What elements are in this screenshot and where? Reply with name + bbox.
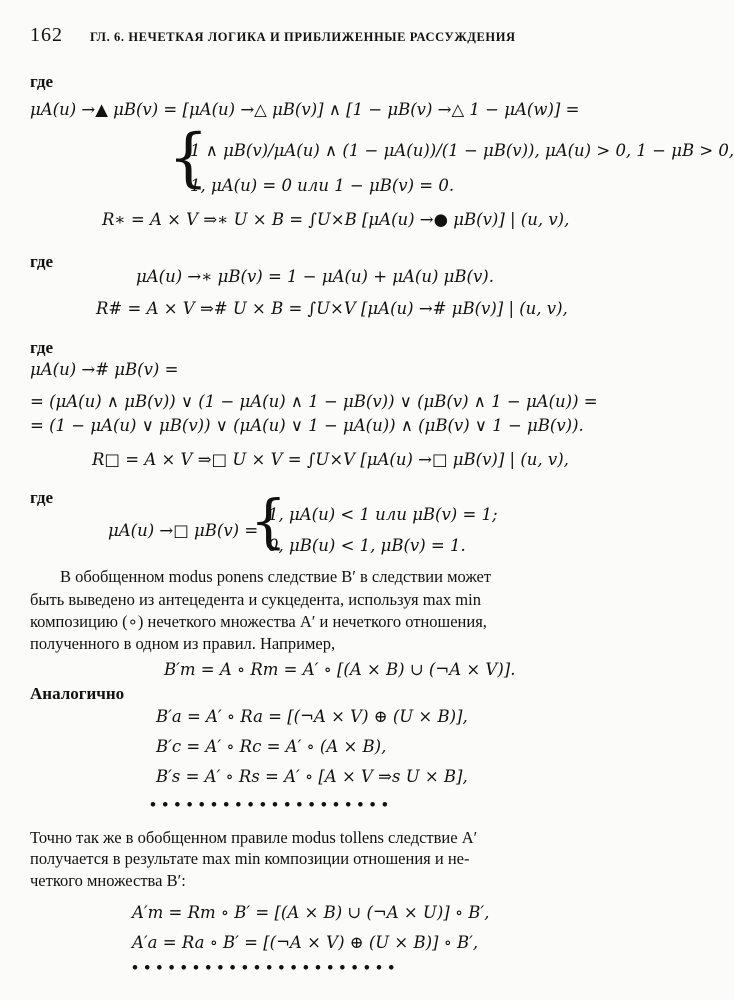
eq-R-star: R∗ = A × V ⇒∗ U × B = ∫U×B [μA(u) →● μB(v)] | (u, v),	[102, 210, 570, 229]
dots-2: • • • • • • • • • • • • • • • • • • • • • •	[132, 958, 396, 977]
eq-Bm: B′m = A ∘ Rm = A′ ∘ [(A × B) ∪ (¬A × V)].	[164, 660, 516, 679]
where-4: где	[30, 488, 54, 507]
eq-Aa: A′a = Ra ∘ B′ = [(¬A × V) ⊕ (U × B)] ∘ B′,	[132, 933, 479, 952]
eq-sharp-def-1: μA(u) →# μB(v) =	[30, 360, 179, 379]
para-1-line-3: композицию (∘) нечеткого множества A′ и нечеткого отношения,	[30, 612, 487, 631]
eq-R-sharp: R# = A × V ⇒# U × B = ∫U×V [μA(u) →# μB(v)] | (u, v),	[96, 299, 568, 318]
para-2-line-3: четкого множества B′:	[30, 871, 186, 890]
para-2-line-2: получается в результате max min композиции отношения и не-	[30, 849, 470, 868]
running-title: ГЛ. 6. НЕЧЕТКАЯ ЛОГИКА И ПРИБЛИЖЕННЫЕ РАССУЖДЕНИЯ	[90, 30, 516, 44]
brace-triangle: {	[168, 121, 209, 195]
eq-Bs: B′s = A′ ∘ Rs = A′ ∘ [A × V ⇒s U × B],	[156, 767, 468, 786]
para-2-line-1: Точно так же в обобщенном правиле modus tollens следствие A′	[30, 828, 478, 847]
para-1-line-4: полученного в одном из правил. Например,	[30, 634, 336, 653]
dots-1: • • • • • • • • • • • • • • • • • • • •	[150, 795, 389, 814]
page-number: 162	[30, 24, 63, 46]
where-2: где	[30, 252, 54, 271]
eq-Bc: B′c = A′ ∘ Rc = A′ ∘ (A × B),	[156, 737, 387, 756]
eq-Ba: B′a = A′ ∘ Ra = [(¬A × V) ⊕ (U × B)],	[156, 707, 468, 726]
eq-R-box: R□ = A × V ⇒□ U × V = ∫U×V [μA(u) →□ μB(v)] | (u, v),	[92, 450, 569, 469]
eq-star-def: μA(u) →∗ μB(v) = 1 − μA(u) + μA(u) μB(v).	[136, 267, 494, 286]
eq-sharp-def-2: = (μA(u) ∧ μB(v)) ∨ (1 − μA(u) ∧ 1 − μB(v)) ∨ (μB(v) ∧ 1 − μA(u)) =	[30, 392, 598, 411]
eq-sharp-def-3: = (1 − μA(u) ∨ μB(v)) ∨ (μA(u) ∨ 1 − μA(u)) ∧ (μB(v) ∨ 1 − μB(v)).	[30, 416, 584, 435]
para-1-line-2: быть выведено из антецедента и сукцедента, используя max min	[30, 590, 481, 609]
where-1: где	[30, 72, 54, 91]
eq-Am: A′m = Rm ∘ B′ = [(A × B) ∪ (¬A × U)] ∘ B′,	[132, 903, 490, 922]
brace-box: {	[250, 487, 287, 555]
eq-box-lhs: μA(u) →□ μB(v) =	[108, 521, 259, 540]
para-1-line-1: В обобщенном modus ponens следствие B′ в следствии может	[60, 567, 492, 586]
eq-box-case-2: 0, μB(u) < 1, μB(v) = 1.	[268, 536, 466, 555]
likewise: Аналогично	[30, 684, 125, 703]
eq-triangle-case-1: 1 ∧ μB(v)/μA(u) ∧ (1 − μA(u))/(1 − μB(v)), μA(u) > 0, 1 − μB > 0,	[190, 141, 734, 160]
eq-triangle-case-2: 1, μA(u) = 0 или 1 − μB(v) = 0.	[190, 176, 455, 195]
eq-box-case-1: 1, μA(u) < 1 или μB(v) = 1;	[268, 505, 498, 524]
where-3: где	[30, 338, 54, 357]
eq-triangle-def: μA(u) →▲ μB(v) = [μA(u) →△ μB(v)] ∧ [1 − μB(v) →△ 1 − μA(w)] =	[30, 100, 580, 119]
